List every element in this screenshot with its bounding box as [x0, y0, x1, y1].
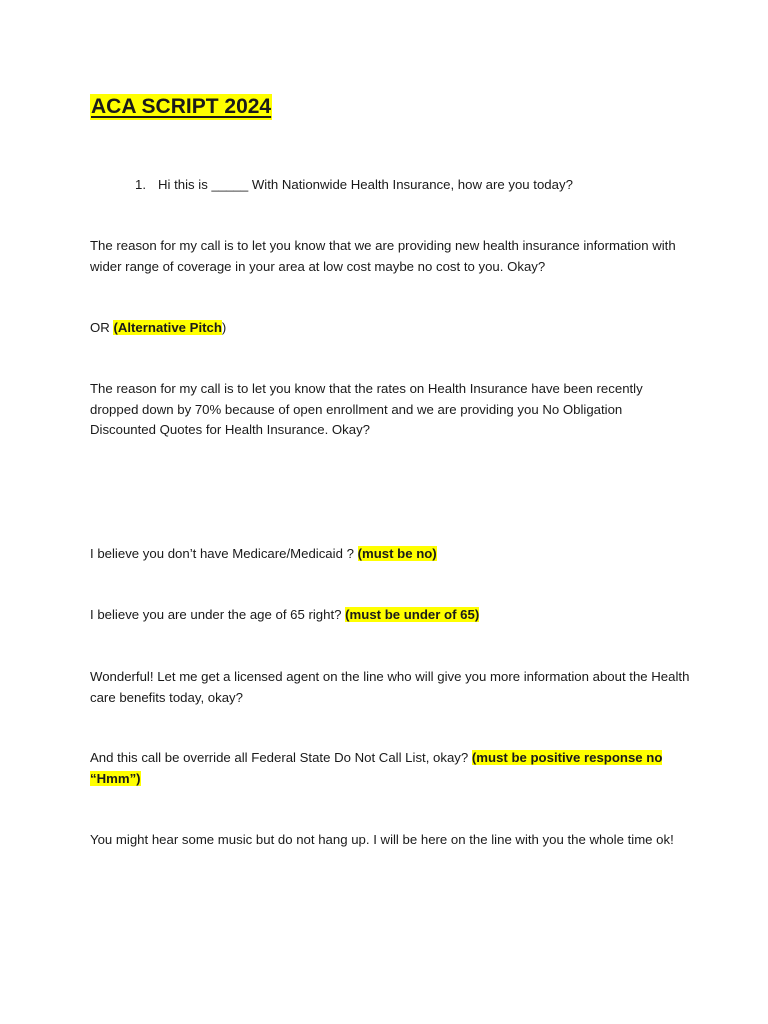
medicare-note: (must be no) — [357, 546, 437, 561]
alternative-pitch-line — [90, 318, 690, 339]
or-text: OR — [90, 320, 114, 335]
age-question — [90, 605, 690, 626]
intro-list-item — [135, 175, 573, 195]
medicare-question — [90, 544, 690, 565]
dnc-text: And this call be override all Federal State Do Not Call List, okay? — [90, 750, 472, 765]
hold-paragraph: You might hear some music but do not hang up. I will be here on the line with you the whole time ok! — [90, 832, 674, 847]
alternative-pitch-paragraph: The reason for my call is to let you know that the rates on Health Insurance have been recently dropped down by 70% because of open enrollment and we are providing you No Obligation Discounted Quotes for Health Insurance. Okay? — [90, 381, 643, 437]
intro-text: Hi this is _____ With Nationwide Health Insurance, how are you today? — [158, 177, 573, 192]
age-note: (must be under of 65) — [345, 607, 480, 622]
list-number: 1. — [135, 177, 146, 192]
pitch-paragraph: The reason for my call is to let you know that we are providing new health insurance information with wider range of coverage in your area at low cost maybe no cost to you. Okay? — [90, 238, 676, 274]
script-title: ACA SCRIPT 2024 — [91, 95, 272, 118]
transfer-paragraph: Wonderful! Let me get a licensed agent on the line who will give you more information about the Health care benefits today, okay? — [90, 669, 690, 705]
age-text: I believe you are under the age of 65 right? — [90, 607, 346, 622]
medicare-text: I believe you don’t have Medicare/Medicaid ? — [90, 546, 358, 561]
alternative-pitch-suffix: ) — [221, 320, 227, 335]
dnc-paragraph — [90, 748, 690, 789]
alternative-pitch-label: (Alternative Pitch — [113, 320, 222, 335]
dnc-note: (must be positive response no “Hmm”) — [90, 750, 663, 786]
